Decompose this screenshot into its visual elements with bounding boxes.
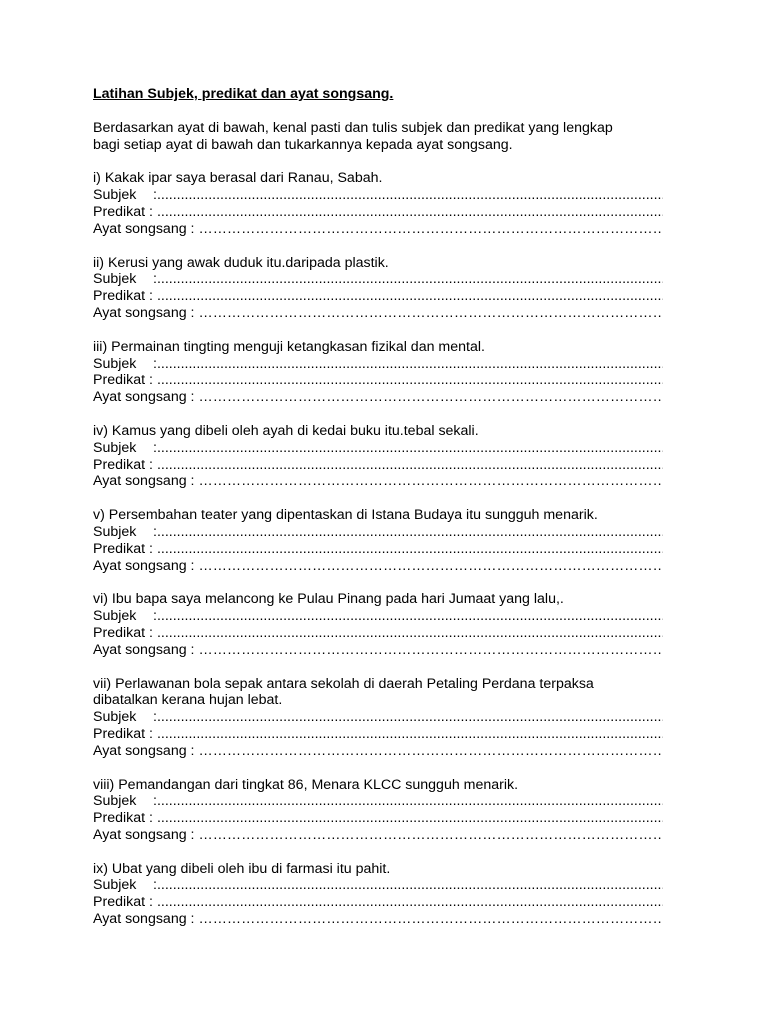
ayat-songsang-label: Ayat songsang : [93, 473, 195, 490]
predikat-answer-line[interactable] [93, 625, 663, 642]
question-item [93, 777, 663, 844]
question-text: ix) Ubat yang dibeli oleh ibu di farmasi itu pahit. [93, 860, 391, 877]
instructions [93, 120, 663, 154]
predikat-label: Predikat : [93, 203, 153, 220]
predikat-label: Predikat : [93, 725, 153, 742]
answer-dotted-blank[interactable] [157, 709, 663, 726]
subjek-answer-line[interactable] [93, 793, 663, 810]
question-text: vii) Perlawanan bola sepak antara sekolah di daerah Petaling Perdana terpaksa [93, 675, 594, 692]
predikat-label: Predikat : [93, 540, 153, 557]
ayat-songsang-answer-line[interactable] [93, 558, 663, 575]
ayat-songsang-answer-line[interactable] [93, 827, 663, 844]
predikat-answer-line[interactable] [93, 372, 663, 389]
ayat-songsang-answer-line[interactable] [93, 911, 663, 928]
ayat-songsang-label: Ayat songsang : [93, 641, 195, 658]
subjek-colon: : [153, 355, 157, 372]
subjek-colon: : [153, 271, 157, 288]
predikat-answer-line[interactable] [93, 204, 663, 221]
question-list [93, 170, 663, 927]
question-text: i) Kakak ipar saya berasal dari Ranau, Sabah. [93, 170, 383, 187]
subjek-answer-line[interactable] [93, 877, 663, 894]
ayat-songsang-label: Ayat songsang : [93, 304, 195, 321]
answer-dotted-blank[interactable] [157, 608, 663, 625]
subjek-colon: : [153, 523, 157, 540]
subjek-label: Subjek [93, 877, 137, 894]
question-item [93, 423, 663, 490]
answer-dotted-blank[interactable] [199, 642, 664, 659]
question-item [93, 591, 663, 658]
subjek-colon: : [153, 709, 157, 726]
ayat-songsang-label: Ayat songsang : [93, 220, 195, 237]
ayat-songsang-answer-line[interactable] [93, 389, 663, 406]
subjek-label: Subjek [93, 187, 137, 204]
subjek-label: Subjek [93, 608, 137, 625]
answer-dotted-blank[interactable] [157, 793, 663, 810]
answer-dotted-blank[interactable] [199, 743, 664, 760]
predikat-answer-line[interactable] [93, 726, 663, 743]
answer-dotted-blank[interactable] [157, 440, 663, 457]
ayat-songsang-label: Ayat songsang : [93, 389, 195, 406]
subjek-colon: : [153, 608, 157, 625]
answer-dotted-blank[interactable] [199, 221, 664, 238]
answer-dotted-blank[interactable] [199, 389, 664, 406]
subjek-answer-line[interactable] [93, 524, 663, 541]
answer-dotted-blank[interactable] [199, 558, 664, 575]
predikat-answer-line[interactable] [93, 810, 663, 827]
subjek-label: Subjek [93, 271, 137, 288]
subjek-colon: : [153, 877, 157, 894]
answer-dotted-blank[interactable] [157, 372, 663, 389]
answer-dotted-blank[interactable] [199, 911, 664, 928]
question-text: dibatalkan kerana hujan lebat. [93, 692, 283, 709]
answer-dotted-blank[interactable] [157, 625, 663, 642]
answer-dotted-blank[interactable] [157, 810, 663, 827]
subjek-answer-line[interactable] [93, 187, 663, 204]
question-item [93, 170, 663, 237]
answer-dotted-blank[interactable] [199, 827, 664, 844]
question-item [93, 339, 663, 406]
subjek-colon: : [153, 793, 157, 810]
subjek-colon: : [153, 187, 157, 204]
answer-dotted-blank[interactable] [157, 726, 663, 743]
predikat-label: Predikat : [93, 456, 153, 473]
ayat-songsang-label: Ayat songsang : [93, 911, 195, 928]
question-item [93, 676, 663, 760]
answer-dotted-blank[interactable] [157, 356, 663, 373]
answer-dotted-blank[interactable] [199, 473, 664, 490]
question-item [93, 861, 663, 928]
answer-dotted-blank[interactable] [157, 524, 663, 541]
ayat-songsang-answer-line[interactable] [93, 221, 663, 238]
subjek-answer-line[interactable] [93, 709, 663, 726]
answer-dotted-blank[interactable] [157, 894, 663, 911]
ayat-songsang-answer-line[interactable] [93, 642, 663, 659]
subjek-answer-line[interactable] [93, 608, 663, 625]
predikat-answer-line[interactable] [93, 457, 663, 474]
ayat-songsang-answer-line[interactable] [93, 473, 663, 490]
worksheet-title: Latihan Subjek, predikat dan ayat songsang. [93, 86, 394, 102]
answer-dotted-blank[interactable] [157, 877, 663, 894]
predikat-answer-line[interactable] [93, 894, 663, 911]
question-text: ii) Kerusi yang awak duduk itu.daripada plastik. [93, 254, 389, 271]
question-text: iv) Kamus yang dibeli oleh ayah di kedai buku itu.tebal sekali. [93, 422, 479, 439]
instruction-line: bagi setiap ayat di bawah dan tukarkannya kepada ayat songsang. [93, 136, 513, 153]
predikat-label: Predikat : [93, 894, 153, 911]
answer-dotted-blank[interactable] [157, 204, 663, 221]
question-text: viii) Pemandangan dari tingkat 86, Menara KLCC sungguh menarik. [93, 776, 519, 793]
subjek-answer-line[interactable] [93, 356, 663, 373]
subjek-label: Subjek [93, 709, 137, 726]
subjek-label: Subjek [93, 523, 137, 540]
answer-dotted-blank[interactable] [157, 288, 663, 305]
question-text: vi) Ibu bapa saya melancong ke Pulau Pinang pada hari Jumaat yang lalu,. [93, 591, 564, 608]
question-item [93, 507, 663, 574]
instruction-line: Berdasarkan ayat di bawah, kenal pasti dan tulis subjek dan predikat yang lengkap [93, 119, 613, 136]
worksheet-page [93, 86, 663, 928]
ayat-songsang-answer-line[interactable] [93, 305, 663, 322]
predikat-answer-line[interactable] [93, 288, 663, 305]
answer-dotted-blank[interactable] [157, 457, 663, 474]
answer-dotted-blank[interactable] [199, 305, 664, 322]
ayat-songsang-label: Ayat songsang : [93, 826, 195, 843]
answer-dotted-blank[interactable] [157, 187, 663, 204]
ayat-songsang-label: Ayat songsang : [93, 557, 195, 574]
subjek-label: Subjek [93, 439, 137, 456]
answer-dotted-blank[interactable] [157, 541, 663, 558]
question-item [93, 255, 663, 322]
predikat-label: Predikat : [93, 810, 153, 827]
predikat-answer-line[interactable] [93, 541, 663, 558]
ayat-songsang-label: Ayat songsang : [93, 742, 195, 759]
subjek-label: Subjek [93, 793, 137, 810]
subjek-colon: : [153, 439, 157, 456]
subjek-answer-line[interactable] [93, 271, 663, 288]
question-text: v) Persembahan teater yang dipentaskan di Istana Budaya itu sungguh menarik. [93, 507, 598, 524]
predikat-label: Predikat : [93, 624, 153, 641]
subjek-answer-line[interactable] [93, 440, 663, 457]
answer-dotted-blank[interactable] [157, 271, 663, 288]
predikat-label: Predikat : [93, 288, 153, 305]
predikat-label: Predikat : [93, 372, 153, 389]
question-text: iii) Permainan tingting menguji ketangkasan fizikal dan mental. [93, 338, 485, 355]
subjek-label: Subjek [93, 355, 137, 372]
ayat-songsang-answer-line[interactable] [93, 743, 663, 760]
